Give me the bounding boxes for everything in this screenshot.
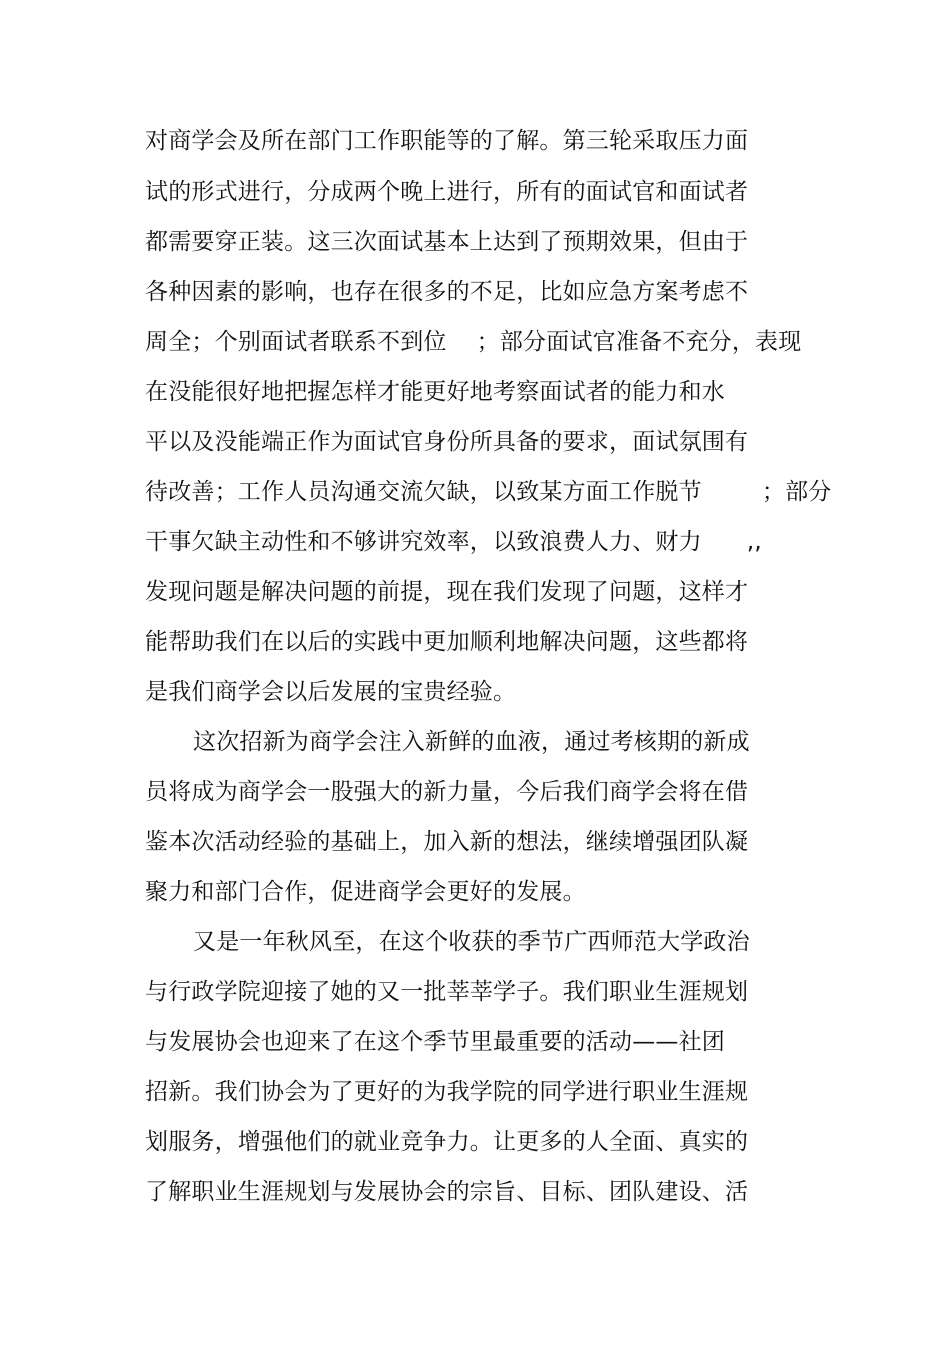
text-line: 对商学会及所在部门工作职能等的了解。第三轮采取压力面 [145, 128, 749, 154]
text-line: 平以及没能端正作为面试官身份所具备的要求，面试氛围有 [145, 429, 749, 455]
text-line: 与发展协会也迎来了在这个季节里最重要的活动——社团 [145, 1029, 725, 1055]
paragraph-start-line: 又是一年秋风至，在这个收获的季节广西师范大学政治 [193, 929, 750, 955]
text-line: 聚力和部门合作，促进商学会更好的发展。 [145, 879, 586, 905]
text-line: 与行政学院迎接了她的又一批莘莘学子。我们职业生涯规划 [145, 979, 749, 1005]
paragraph-start-line: 这次招新为商学会注入新鲜的血液，通过考核期的新成 [193, 729, 750, 755]
text-line: 招新。我们协会为了更好的为我学院的同学进行职业生涯规 [145, 1079, 749, 1105]
text-line: 待改善；工作人员沟通交流欠缺，以致某方面工作脱节 ；部分 [145, 479, 832, 505]
text-line: 各种因素的影响，也存在很多的不足，比如应急方案考虑不 [145, 279, 749, 305]
text-line: 试的形式进行，分成两个晚上进行，所有的面试官和面试者 [145, 179, 749, 205]
text-line: 了解职业生涯规划与发展协会的宗旨、目标、团队建设、活 [145, 1179, 749, 1205]
text-line: 是我们商学会以后发展的宝贵经验。 [145, 679, 517, 705]
text-line: 能帮助我们在以后的实践中更加顺利地解决问题，这些都将 [145, 629, 749, 655]
text-line: 员将成为商学会一股强大的新力量，今后我们商学会将在借 [145, 779, 749, 805]
text-line: 干事欠缺主动性和不够讲究效率，以致浪费人力、财力 ,, [145, 529, 762, 555]
text-line: 在没能很好地把握怎样才能更好地考察面试者的能力和水 [145, 379, 725, 405]
text-line: 发现问题是解决问题的前提，现在我们发现了问题，这样才 [145, 579, 749, 605]
text-line: 周全；个别面试者联系不到位 ；部分面试官准备不充分，表现 [145, 329, 802, 355]
text-line: 都需要穿正装。这三次面试基本上达到了预期效果，但由于 [145, 229, 749, 255]
text-line: 鉴本次活动经验的基础上，加入新的想法，继续增强团队凝 [145, 829, 749, 855]
text-line: 划服务，增强他们的就业竞争力。让更多的人全面、真实的 [145, 1129, 749, 1155]
